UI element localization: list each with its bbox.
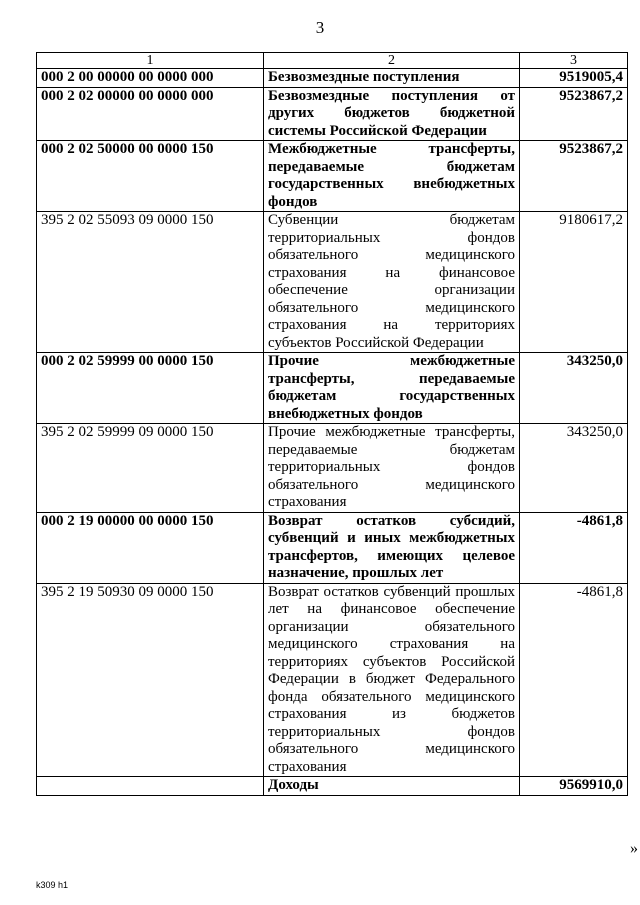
total-amount: 9569910,0 [520, 777, 628, 796]
column-header-name: 2 [264, 53, 520, 69]
table-row [37, 424, 628, 513]
budget-code: 000 2 19 00000 00 0000 150 [37, 512, 264, 583]
item-name: Межбюджетные трансферты, передаваемые бюджетам государственных внебюджетных фондов [264, 141, 520, 212]
budget-code: 000 2 02 50000 00 0000 150 [37, 141, 264, 212]
item-name: Безвозмездные поступления [264, 69, 520, 88]
budget-code: 395 2 02 59999 09 0000 150 [37, 424, 264, 513]
table-row [37, 69, 628, 88]
closing-quote: » [630, 840, 638, 857]
page-number: 3 [315, 18, 325, 37]
table-header-row [37, 53, 628, 69]
table-row [37, 512, 628, 583]
footer-code: k309 h1 [36, 880, 69, 890]
table-row [37, 212, 628, 353]
item-name: Прочие межбюджетные трансферты, передаваемые бюджетам государственных внебюджетных фондов [264, 353, 520, 424]
item-name: Прочие межбюджетные трансферты, передаваемые бюджетам территориальных фондов обязательного медицинского страхования [264, 424, 520, 513]
budget-code [37, 777, 264, 796]
item-amount: 343250,0 [520, 424, 628, 513]
total-row [37, 777, 628, 796]
item-name: Возврат остатков субсидий, субвенций и иных межбюджетных трансфертов, имеющих целевое назначение, прошлых лет [264, 512, 520, 583]
budget-code: 000 2 02 00000 00 0000 000 [37, 87, 264, 141]
item-name: Субвенции бюджетам территориальных фондов обязательного медицинского страхования на финансовое обеспечение организации обязательного медицинского страхования на территориях субъектов Российской Федерации [264, 212, 520, 353]
item-name: Безвозмездные поступления от других бюджетов бюджетной системы Российской Федерации [264, 87, 520, 141]
item-amount: -4861,8 [520, 512, 628, 583]
budget-code: 000 2 00 00000 00 0000 000 [37, 69, 264, 88]
item-amount: -4861,8 [520, 583, 628, 777]
column-header-amount: 3 [520, 53, 628, 69]
table-row [37, 87, 628, 141]
item-amount: 9523867,2 [520, 141, 628, 212]
item-amount: 343250,0 [520, 353, 628, 424]
item-amount: 9180617,2 [520, 212, 628, 353]
budget-table [36, 52, 628, 796]
table-row [37, 353, 628, 424]
item-amount: 9519005,4 [520, 69, 628, 88]
budget-code: 000 2 02 59999 00 0000 150 [37, 353, 264, 424]
table-row [37, 141, 628, 212]
item-name: Возврат остатков субвенций прошлых лет на финансовое обеспечение организации обязательного медицинского страхования на территориях субъектов Российской Федерации в бюджет Федерального фонда обязательного медицинского страхования из бюджетов территориальных фондов обязательного медицинского страхования [264, 583, 520, 777]
table-row [37, 583, 628, 777]
budget-code: 395 2 19 50930 09 0000 150 [37, 583, 264, 777]
column-header-code: 1 [37, 53, 264, 69]
total-label: Доходы [264, 777, 520, 796]
budget-code: 395 2 02 55093 09 0000 150 [37, 212, 264, 353]
item-amount: 9523867,2 [520, 87, 628, 141]
